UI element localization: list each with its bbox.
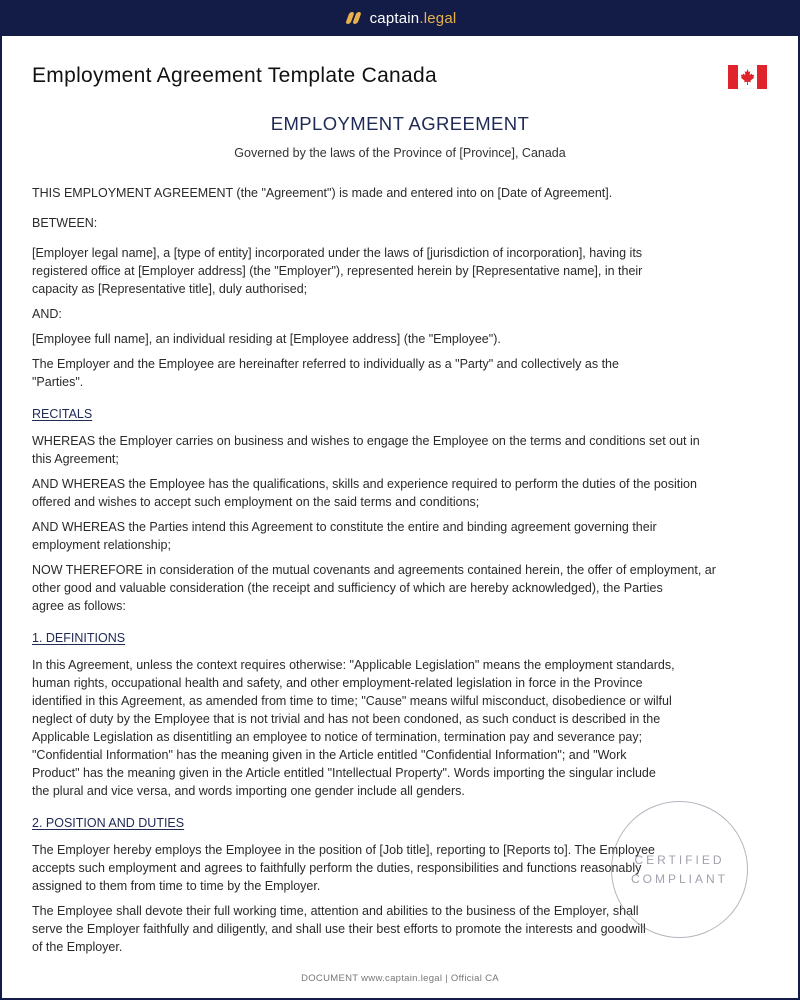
parties-paragraph: The Employer and the Employee are hereinafter referred to individually as a "Party" and collectively as the "Parties". bbox=[32, 357, 619, 389]
recitals-heading: RECITALS bbox=[32, 407, 93, 421]
definitions-heading: 1. DEFINITIONS bbox=[32, 631, 126, 645]
position-heading: 2. POSITION AND DUTIES bbox=[32, 816, 185, 830]
recital-paragraph: NOW THEREFORE in consideration of the mutual covenants and agreements contained herein, the offer of employment, ar other good and valuable consideration (the receipt and sufficiency of which are hereby acknowledged), the Parties agree as follows: bbox=[32, 563, 716, 613]
stamp-line: COMPLIANT bbox=[630, 871, 728, 886]
page-footer: DOCUMENT www.captain.legal | Official CA bbox=[301, 973, 499, 984]
certified-stamp bbox=[611, 801, 748, 938]
stamp-line: CERTIFIED bbox=[634, 852, 725, 867]
recital-paragraph: AND WHEREAS the Employee has the qualifications, skills and experience required to perform the duties of the position offered and wishes to accept such employment on the said terms and conditions; bbox=[32, 477, 697, 509]
position-paragraph: The Employee shall devote their full working time, attention and abilities to the business of the Employer, shall serve the Employer faithfully and diligently, and shall use their best efforts to promote the interests and goodwill of the Employer. bbox=[32, 904, 646, 954]
between-label: BETWEEN: bbox=[32, 216, 98, 230]
top-bar bbox=[0, 0, 800, 36]
and-label: AND: bbox=[32, 307, 62, 321]
brand-logo[interactable] bbox=[344, 10, 457, 27]
double-slash-logo-icon bbox=[344, 11, 362, 25]
canada-flag-icon bbox=[728, 65, 767, 89]
employee-paragraph: [Employee full name], an individual residing at [Employee address] (the "Employee"). bbox=[32, 332, 501, 346]
document-subtitle: Governed by the laws of the Province of [Province], Canada bbox=[234, 146, 566, 160]
document-title: EMPLOYMENT AGREEMENT bbox=[270, 113, 530, 134]
brand-name: captain.legal bbox=[369, 9, 457, 27]
intro-paragraph: THIS EMPLOYMENT AGREEMENT (the "Agreement") is made and entered into on [Date of Agreement]. bbox=[32, 186, 613, 200]
recital-paragraph: AND WHEREAS the Parties intend this Agreement to constitute the entire and binding agreement governing their employment relationship; bbox=[32, 520, 657, 552]
definitions-paragraph: In this Agreement, unless the context requires otherwise: "Applicable Legislation" means the employment standards, human rights, occupational health and safety, and other employment-related legislation in force in the Province identified in this Agreement, as amended from time to time; "Cause" means wilful misconduct, disobedience or wilful neglect of duty by the Employee that is not trivial and has not been condoned, as such conduct is described in the Applicable Legislation as disentitling an employee to notice of termination, termination pay and severance pay; "Confidential Information" has the meaning given in the Article entitled "Confidential Information"; and "Work Product" has the meaning given in the Article entitled "Intellectual Property". Words importing the singular include the plural and vice versa, and words importing one gender include all genders. bbox=[32, 658, 675, 798]
employer-paragraph: [Employer legal name], a [type of entity] incorporated under the laws of [jurisdiction of incorporation], having its registered office at [Employer address] (the "Employer"), represented herein by [Representative name], in their capacity as [Representative title], duly authorised; bbox=[32, 246, 643, 296]
page-title: Employment Agreement Template Canada bbox=[32, 64, 437, 87]
position-paragraph: The Employer hereby employs the Employee in the position of [Job title], reporting to [Reports to]. The Employee accepts such employment and agrees to faithfully perform the duties, responsibilities and functions reasonably assigned to them from time to time by the Employer. bbox=[32, 843, 656, 893]
recital-paragraph: WHEREAS the Employer carries on business and wishes to engage the Employee on the terms and conditions set out in this Agreement; bbox=[32, 434, 700, 466]
